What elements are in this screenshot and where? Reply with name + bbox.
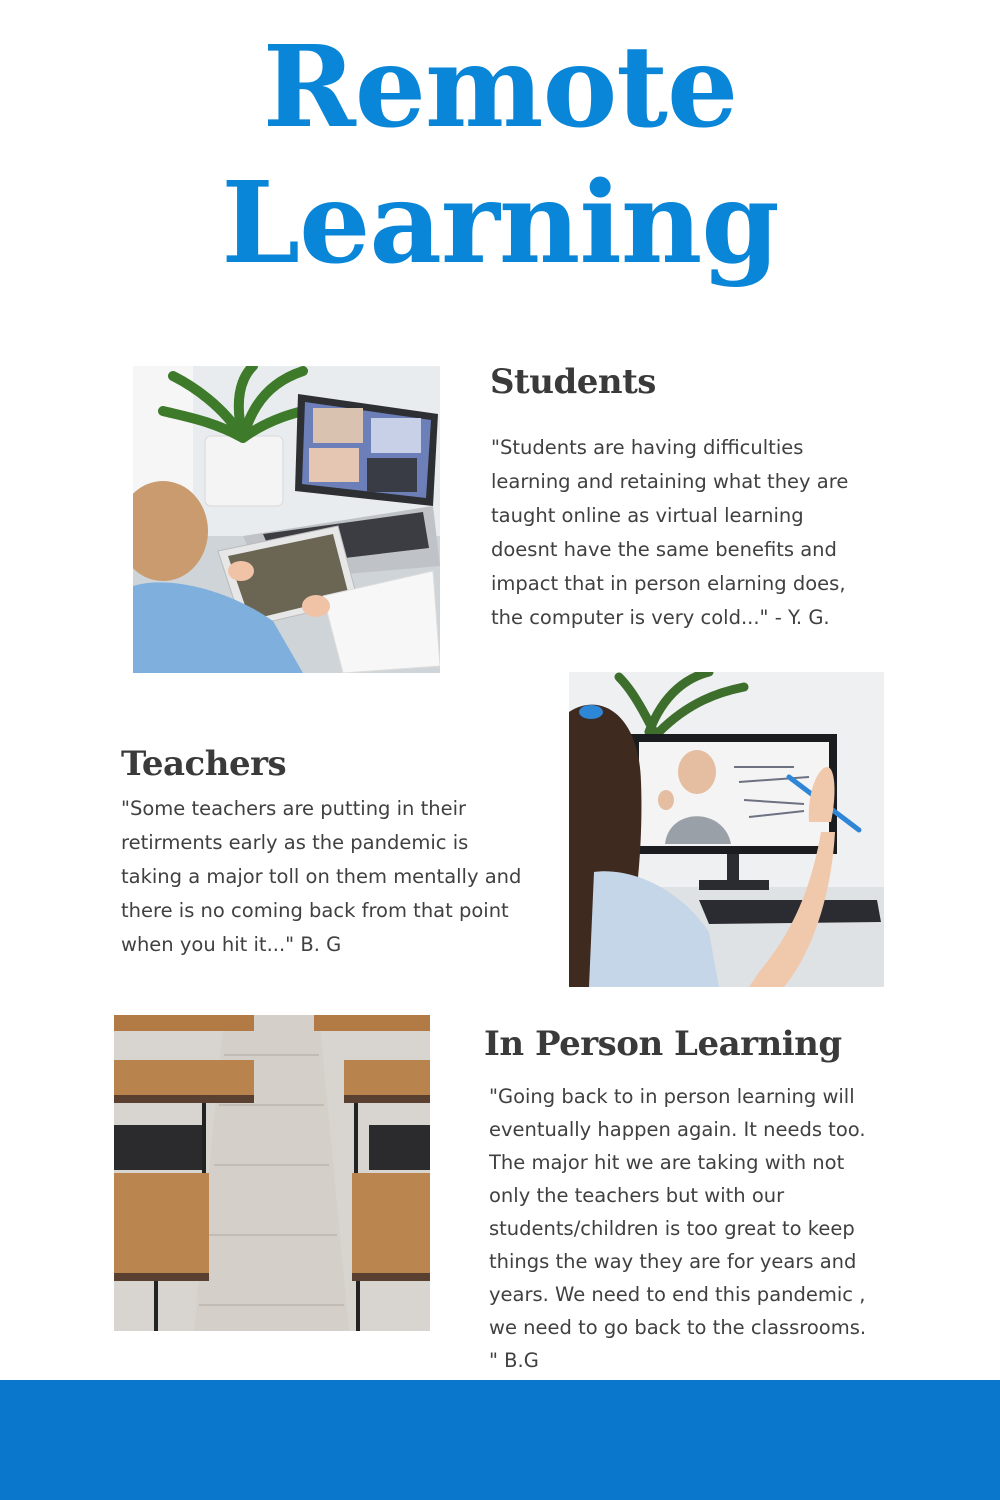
footer-band xyxy=(0,1380,1000,1500)
classroom-photo xyxy=(114,1015,430,1331)
students-heading: Students xyxy=(490,362,656,402)
page-title: Remote Learning xyxy=(221,22,779,289)
students-photo xyxy=(133,366,440,673)
students-quote: "Students are having difficulties learning and retaining what they are taught online as virtual learning doesnt have the same benefits and impact that in person elarning does, the computer is very cold..." - Y. G. xyxy=(491,436,849,629)
teachers-heading: Teachers xyxy=(121,744,287,784)
teachers-quote: "Some teachers are putting in their retirments early as the pandemic is taking a major toll on them mentally and there is no coming back from that point when you hit it..." B. G xyxy=(121,797,522,956)
in-person-learning-heading: In Person Learning xyxy=(484,1024,842,1064)
teachers-photo xyxy=(569,672,884,987)
in-person-learning-quote: "Going back to in person learning will eventually happen again. It needs too. The major hit we are taking with not only the teachers but with our students/children is too great to keep things the way they are for years and years. We need to end this pandemic , we need to go back to the classrooms. " B.G xyxy=(489,1085,867,1372)
